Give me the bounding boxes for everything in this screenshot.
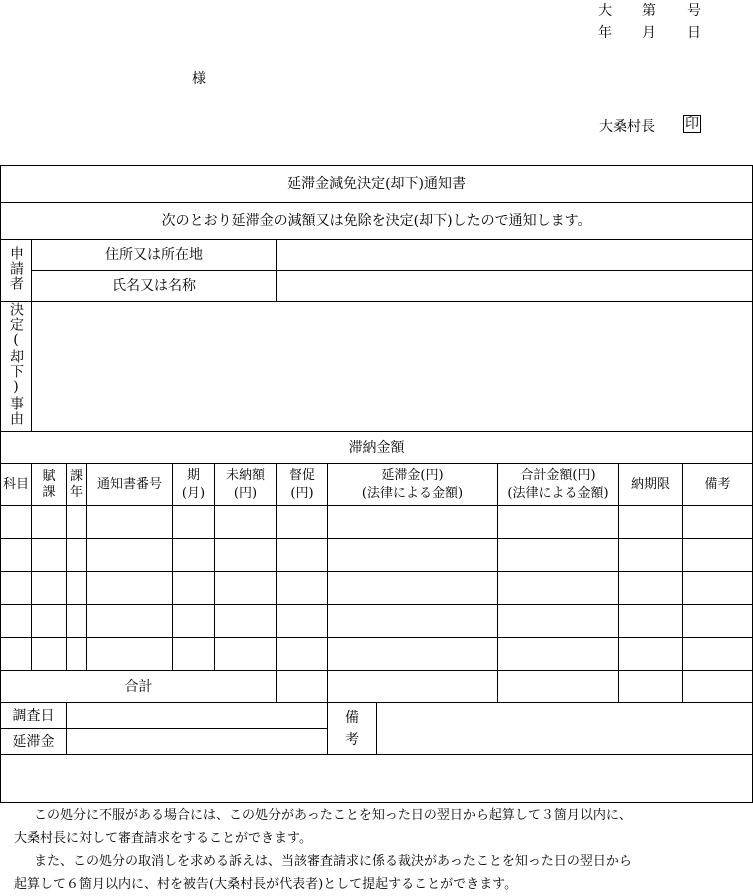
col-minou: 未納額 (円) xyxy=(215,464,277,506)
table-row xyxy=(1,539,753,572)
data-cell[interactable] xyxy=(215,605,277,638)
data-cell[interactable] xyxy=(683,572,753,605)
col-gokei: 合計金額(円) (法律による金額) xyxy=(498,464,619,506)
total-gokei[interactable] xyxy=(498,671,619,703)
data-cell[interactable] xyxy=(498,539,619,572)
total-entaikin[interactable] xyxy=(328,671,498,703)
col-kanen: 課年 xyxy=(69,468,83,500)
header-go: 号 xyxy=(687,3,701,19)
col-ki: 期 (月) xyxy=(173,464,215,506)
header-day: 日 xyxy=(687,25,701,41)
table-row xyxy=(1,572,753,605)
data-cell[interactable] xyxy=(67,572,87,605)
form-intro: 次のとおり延滞金の減額又は免除を決定(却下)したので通知します。 xyxy=(1,203,753,240)
data-cell[interactable] xyxy=(328,572,498,605)
data-cell[interactable] xyxy=(87,638,173,671)
col-notice-no: 通知書番号 xyxy=(87,464,173,506)
note-line-2: 大桑村長に対して審査請求をすることができます。 xyxy=(14,831,312,846)
total-nouki[interactable] xyxy=(619,671,683,703)
table-row xyxy=(1,506,753,539)
data-cell[interactable] xyxy=(498,506,619,539)
data-cell[interactable] xyxy=(67,638,87,671)
data-cell[interactable] xyxy=(1,506,32,539)
data-cell[interactable] xyxy=(87,572,173,605)
survey-date-field[interactable] xyxy=(67,703,328,729)
data-cell[interactable] xyxy=(32,605,67,638)
reason-label: 決定(却下)事由 xyxy=(8,302,24,426)
data-cell[interactable] xyxy=(619,572,683,605)
data-cell[interactable] xyxy=(277,539,328,572)
data-cell[interactable] xyxy=(1,539,32,572)
col-kamoku: 科目 xyxy=(1,464,32,506)
data-cell[interactable] xyxy=(277,506,328,539)
col-fuka: 賦課 xyxy=(42,468,56,500)
data-cell[interactable] xyxy=(215,638,277,671)
data-cell[interactable] xyxy=(1,638,32,671)
data-cell[interactable] xyxy=(215,506,277,539)
data-cell[interactable] xyxy=(683,638,753,671)
header-dai-label: 第 xyxy=(642,3,656,19)
header-year: 年 xyxy=(598,25,612,41)
seal-stamp: 印 xyxy=(685,116,699,132)
note-line-1: この処分に不服がある場合には、この処分があったことを知った日の翌日から起算して３箇月以内に、 xyxy=(34,808,632,823)
header-dai: 大 xyxy=(598,3,612,19)
data-cell[interactable] xyxy=(67,605,87,638)
address-label: 住所又は所在地 xyxy=(32,240,277,271)
data-cell[interactable] xyxy=(1,572,32,605)
overdue-section-label: 滞納金額 xyxy=(1,432,753,464)
data-cell[interactable] xyxy=(173,506,215,539)
remarks-label: 備考 xyxy=(345,709,359,748)
survey-date-label: 調査日 xyxy=(1,703,67,729)
total-biko[interactable] xyxy=(683,671,753,703)
data-cell[interactable] xyxy=(87,605,173,638)
address-field[interactable] xyxy=(277,240,753,271)
data-cell[interactable] xyxy=(87,539,173,572)
data-cell[interactable] xyxy=(277,638,328,671)
data-cell[interactable] xyxy=(32,638,67,671)
data-cell[interactable] xyxy=(683,605,753,638)
data-cell[interactable] xyxy=(67,506,87,539)
total-tokusoku[interactable] xyxy=(277,671,328,703)
col-biko: 備考 xyxy=(683,464,753,506)
delinquency-label: 延滞金 xyxy=(1,729,67,755)
data-cell[interactable] xyxy=(683,506,753,539)
data-cell[interactable] xyxy=(173,539,215,572)
data-cell[interactable] xyxy=(277,572,328,605)
data-cell[interactable] xyxy=(619,506,683,539)
data-cell[interactable] xyxy=(87,506,173,539)
data-cell[interactable] xyxy=(277,605,328,638)
recipient-suffix: 様 xyxy=(192,71,206,87)
applicant-label: 申請者 xyxy=(8,245,24,291)
data-cell[interactable] xyxy=(328,539,498,572)
data-cell[interactable] xyxy=(498,605,619,638)
header-month: 月 xyxy=(642,25,656,41)
form-title: 延滞金減免決定(却下)通知書 xyxy=(1,166,753,203)
table-row xyxy=(1,605,753,638)
reason-field[interactable] xyxy=(32,302,753,432)
col-tokusoku: 督促 (円) xyxy=(277,464,328,506)
data-cell[interactable] xyxy=(683,539,753,572)
note-line-4: 起算して６箇月以内に、村を被告(大桑村長が代表者)として提起することができます。 xyxy=(14,877,518,892)
data-cell[interactable] xyxy=(619,539,683,572)
data-cell[interactable] xyxy=(67,539,87,572)
data-cell[interactable] xyxy=(328,506,498,539)
note-line-3: また、この処分の取消しを求める訴えは、当該審査請求に係る裁決があったことを知った日の翌日から xyxy=(34,854,632,869)
data-cell[interactable] xyxy=(498,572,619,605)
data-cell[interactable] xyxy=(619,638,683,671)
total-label: 合計 xyxy=(1,671,277,703)
data-cell[interactable] xyxy=(215,572,277,605)
table-row xyxy=(1,638,753,671)
data-cell[interactable] xyxy=(619,605,683,638)
blank-footer-row xyxy=(1,755,753,803)
data-cell[interactable] xyxy=(32,572,67,605)
data-cell[interactable] xyxy=(173,638,215,671)
col-nouki: 納期限 xyxy=(619,464,683,506)
delinquency-field[interactable] xyxy=(67,729,328,755)
reason-label-cell xyxy=(1,302,32,432)
name-label: 氏名又は名称 xyxy=(32,271,277,302)
data-cell[interactable] xyxy=(328,605,498,638)
remarks-label-cell xyxy=(328,703,377,755)
remarks-field[interactable] xyxy=(377,703,753,755)
data-cell[interactable] xyxy=(32,506,67,539)
data-cell[interactable] xyxy=(32,539,67,572)
issuer-name: 大桑村長 xyxy=(599,119,655,135)
col-fuka-cell xyxy=(32,464,67,506)
data-cell[interactable] xyxy=(173,572,215,605)
name-field[interactable] xyxy=(277,271,753,302)
data-cell[interactable] xyxy=(215,539,277,572)
col-kanen-cell xyxy=(67,464,87,506)
data-cell[interactable] xyxy=(328,638,498,671)
notice-form-table xyxy=(0,165,753,803)
col-entaikin: 延滞金(円) (法律による金額) xyxy=(328,464,498,506)
data-cell[interactable] xyxy=(1,605,32,638)
data-cell[interactable] xyxy=(498,638,619,671)
applicant-label-cell xyxy=(1,240,32,302)
data-cell[interactable] xyxy=(173,605,215,638)
